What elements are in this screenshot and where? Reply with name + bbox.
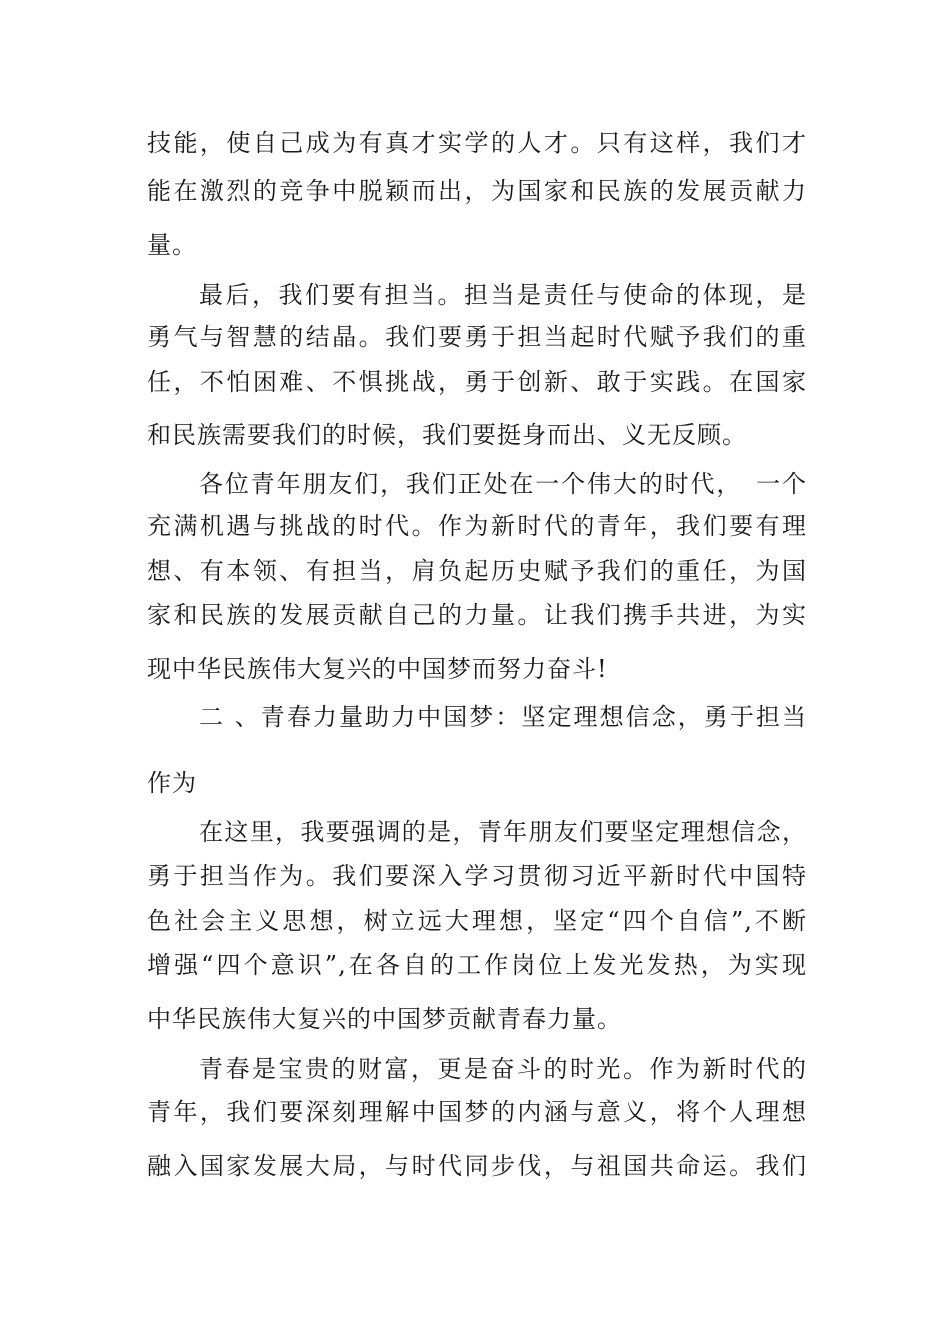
text-line: 能在激烈的竞争中脱颖而出，为国家和民族的发展贡献力 <box>147 177 807 205</box>
paragraph-start-line: 最后，我们要有担当。担当是责任与使命的体现，是 <box>199 281 807 309</box>
text-line: 家和民族的发展贡献自己的力量。让我们携手共进，为实 <box>147 601 807 629</box>
text-line: 勇气与智慧的结晶。我们要勇于担当起时代赋予我们的重 <box>147 323 807 351</box>
text-line: 增强“四个意识”,在各自的工作岗位上发光发热，为实现 <box>147 951 807 979</box>
text-line: 勇于担当作为。我们要深入学习贯彻习近平新时代中国特 <box>147 862 807 890</box>
text-line: 青年，我们要深刻理解中国梦的内涵与意义，将个人理想 <box>147 1098 807 1126</box>
text-line: 任，不怕困难、不惧挑战，勇于创新、敢于实践。在国家 <box>147 368 807 396</box>
text-line: 量。 <box>147 231 197 259</box>
section-heading-continuation: 作为 <box>147 769 197 797</box>
paragraph-start-line: 各位青年朋友们，我们正处在一个伟大的时代， 一个 <box>199 470 807 498</box>
text-line: 现中华民族伟大复兴的中国梦而努力奋斗! <box>147 655 608 683</box>
text-line: 融入国家发展大局，与时代同步伐，与祖国共命运。我们 <box>147 1152 807 1180</box>
text-line: 色社会主义思想，树立远大理想，坚定“四个自信”,不断 <box>147 907 807 935</box>
text-line: 想、有本领、有担当，肩负起历史赋予我们的重任，为国 <box>147 557 807 585</box>
text-line: 和民族需要我们的时候，我们要挺身而出、义无反顾。 <box>147 421 747 449</box>
section-heading: 二 、青春力量助力中国梦：坚定理想信念，勇于担当 <box>199 703 807 731</box>
paragraph-start-line: 青春是宝贵的财富，更是奋斗的时光。作为新时代的 <box>199 1055 807 1083</box>
text-line: 中华民族伟大复兴的中国梦贡献青春力量。 <box>147 1005 622 1033</box>
text-line: 充满机遇与挑战的时代。作为新时代的青年，我们要有理 <box>147 512 807 540</box>
paragraph-start-line: 在这里，我要强调的是，青年朋友们要坚定理想信念， <box>199 818 807 846</box>
text-line: 技能，使自己成为有真才实学的人才。只有这样，我们才 <box>147 129 807 157</box>
